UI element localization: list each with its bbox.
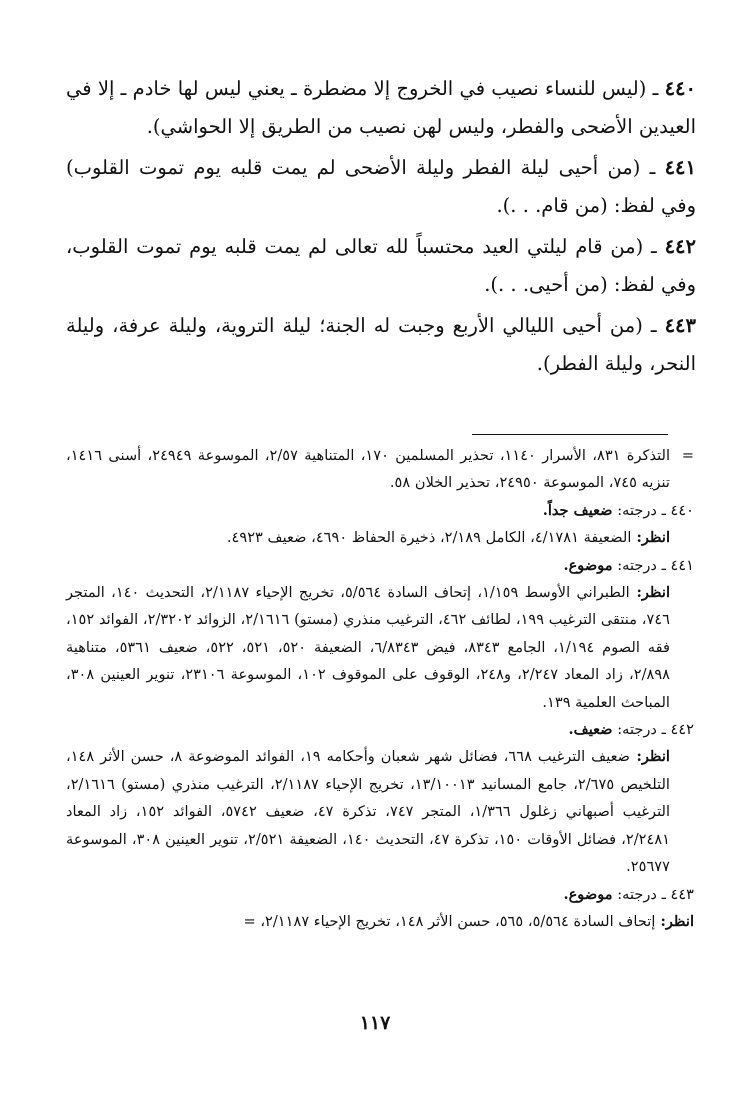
footnote-separator — [472, 434, 668, 435]
main-text — [66, 70, 696, 386]
footnote-441-grade — [66, 552, 694, 579]
footnote-head: ٤٤٠ ـ درجته: — [612, 501, 694, 519]
see-label: انظر: — [631, 529, 670, 547]
footnote-head: ٤٤١ ـ درجته: — [612, 556, 694, 574]
see-label: انظر: — [655, 912, 694, 930]
see-label: انظر: — [629, 584, 670, 602]
footnote-head: ٤٤٣ ـ درجته: — [612, 885, 694, 903]
hadith-text: ـ (من أحيى الليالي الأربع وجبت له الجنة؛ ليلة التروية، وليلة عرفة، وليلة النحر، وليلة الفطر). — [66, 314, 696, 375]
footnote-440-grade — [66, 497, 694, 524]
hadith-number: ٤٤٣ — [664, 314, 696, 337]
footnote-442-grade — [66, 716, 694, 743]
continuation-text: التذكرة ٨٣١، الأسرار ١١٤٠، تحذير المسلمين ١٧٠، المتناهية ٢/٥٧، الموسوعة ٢٤٩٤٩، أسنى ١٤١٦، تنزيه ٧٤٥، الموسوعة ٢٤٩٥٠، تحذير الخلان ٥٨. — [66, 447, 671, 492]
footnote-441-refs — [66, 579, 694, 716]
footnote-443-grade — [66, 881, 694, 908]
references: ضعيف الترغيب ٦٦٨، فضائل شهر شعبان وأحكامه ١٩، الفوائد الموضوعة ٨، حسن الأثر ١٤٨، التلخيص ٢/٦٧٥، جامع المسانيد ١٣/١٠٠١٣، تخريج الإحياء ٢/١١٨٧، الترغيب منذري (مستو) ٢/١٦١٦، الترغيب أصبهاني زغلول ١/٣٦٦، المتجر ٧٤٧، تذكرة ٤٧، ضعيف ٥٧٤٢، الفوائد ١٥٢، زاد المعاد ٢/٢٤٨١، فضائل الأوقات ١٥٠، تذكرة ٤٧، التحديث ١٤٠، الضعيفة ٢/٥٢١، تنوير العينين ٣٠٨، الموسوعة ٢٥٦٧٧. — [66, 748, 670, 876]
grade-label: موضوع. — [563, 556, 613, 574]
hadith-number: ٤٤١ — [664, 156, 696, 179]
hadith-text: ـ (من قام ليلتي العيد محتسباً لله تعالى لم يمت قلبه يوم تموت القلوب، وفي لفظ: (من أحيى. . .). — [66, 235, 696, 296]
hadith-443 — [66, 307, 696, 382]
footnote-443-refs — [66, 908, 694, 935]
references: إتحاف السادة ٥/٥٦٤، ٥٦٥، حسن الأثر ١٤٨، تخريج الإحياء ٢/١١٨٧، = — [243, 912, 656, 930]
see-label: انظر: — [630, 748, 670, 766]
continuation-mark: = — [681, 447, 694, 464]
grade-label: ضعيف. — [568, 721, 613, 739]
hadith-440 — [66, 70, 696, 145]
hadith-number: ٤٤٠ — [664, 77, 696, 100]
hadith-text: ـ (من أحيى ليلة الفطر وليلة الأضحى لم يمت قلبه يوم تموت القلوب) وفي لفظ: (من قام. . .). — [66, 156, 696, 217]
grade-label: موضوع. — [563, 885, 613, 903]
grade-label: ضعيف جداً. — [542, 501, 613, 519]
footnote-442-refs — [66, 743, 694, 880]
references: الضعيفة ٤/١٧٨١، الكامل ٢/١٨٩، ذخيرة الحفاظ ٤٦٩٠، ضعيف ٤٩٢٣. — [226, 529, 632, 547]
footnote-head: ٤٤٢ ـ درجته: — [612, 721, 694, 739]
footnote-440-refs — [66, 524, 694, 551]
page-number: ١١٧ — [359, 1012, 391, 1034]
hadith-441 — [66, 149, 696, 224]
references: الطبراني الأوسط ١/١٥٩، إتحاف السادة ٥/٥٦٤، تخريج الإحياء ٢/١١٨٧، التحديث ١٤٠، المتجر ٧٤٦، منتقى الترغيب ١٩٩، لطائف ٤٦٢، الترغيب منذري (مستو) ٢/١٦١٦، الزوائد ٢/٣٢٠٢، الفوائد ١٥٢، فقه الصوم ١/١٩٤، الجامع ٨٣٤٣، فيض ٦/٨٣٤٣، الضعيفة ٥٢٠، ٥٢١، ٥٢٢، ضعيف ٥٣٦١، متناهية ٢/٨٩٨، زاد المعاد ٢/٢٤٧، و٢٤٨، الوقوف على الموقوف ١٠٢، الموسوعة ٢٣١٠٦، تنوير العينين ٣٠٨، المباحث العلمية ١٣٩. — [66, 584, 671, 711]
hadith-text: ـ (ليس للنساء نصيب في الخروج إلا مضطرة ـ يعني ليس لها خادم ـ إلا في العيدين الأضحى والفطر، وليس لهن نصيب من الطريق إلا الحواشي). — [66, 77, 696, 138]
hadith-442 — [66, 228, 696, 303]
footnotes — [66, 442, 694, 935]
hadith-number: ٤٤٢ — [664, 235, 696, 258]
footnote-continuation — [66, 442, 694, 497]
